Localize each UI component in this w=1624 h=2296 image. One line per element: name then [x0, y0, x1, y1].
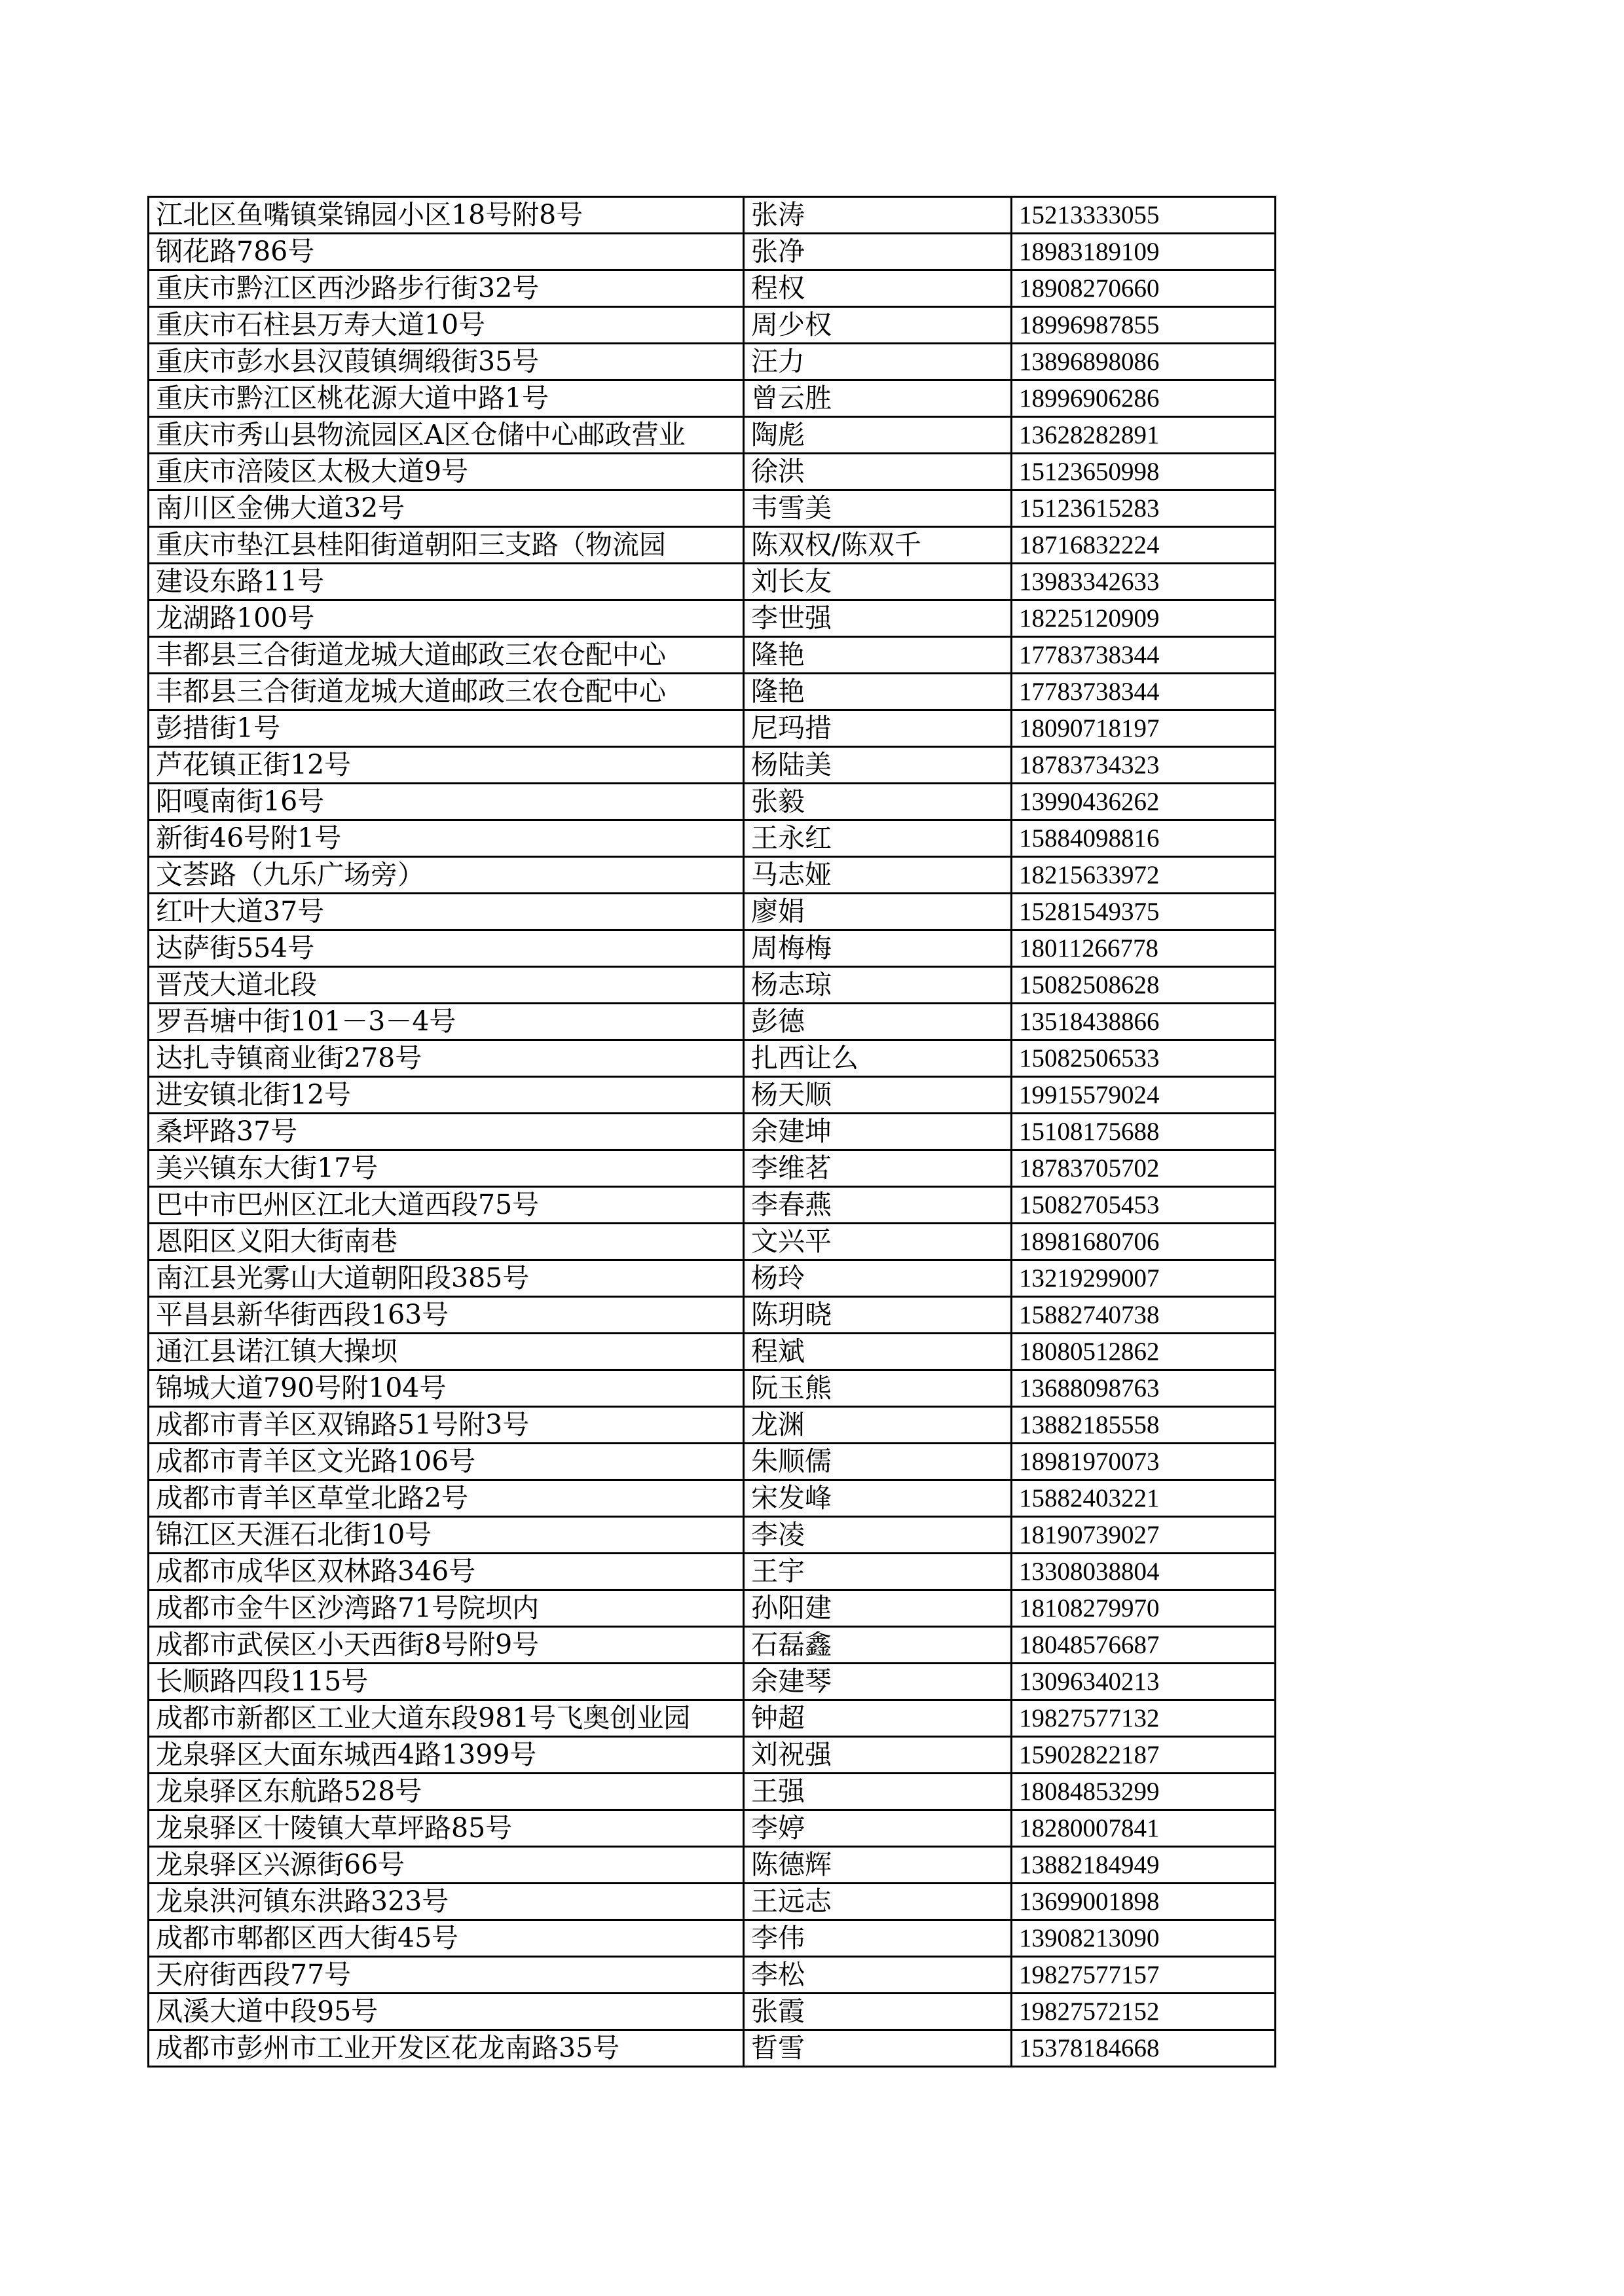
name-cell: 陈双权/陈双千 [744, 527, 1012, 564]
phone-cell: 13983342633 [1012, 564, 1276, 600]
address-cell: 红叶大道37号 [149, 894, 744, 930]
table-row [149, 1444, 1276, 1480]
phone-cell: 18981970073 [1012, 1444, 1276, 1480]
address-cell: 巴中市巴州区江北大道西段75号 [149, 1187, 744, 1224]
name-cell: 李伟 [744, 1920, 1012, 1957]
name-cell: 余建坤 [744, 1114, 1012, 1150]
phone-cell: 18084853299 [1012, 1774, 1276, 1810]
phone-cell: 13219299007 [1012, 1260, 1276, 1297]
table-row [149, 454, 1276, 490]
table-row [149, 1554, 1276, 1590]
table-row [149, 894, 1276, 930]
address-cell: 成都市金牛区沙湾路71号院坝内 [149, 1590, 744, 1627]
phone-cell: 15082508628 [1012, 967, 1276, 1004]
phone-cell: 15108175688 [1012, 1114, 1276, 1150]
address-cell: 彭措街1号 [149, 710, 744, 747]
name-cell: 杨玲 [744, 1260, 1012, 1297]
address-cell: 重庆市石柱县万寿大道10号 [149, 307, 744, 344]
phone-cell: 18908270660 [1012, 270, 1276, 307]
contact-table [147, 196, 1276, 2068]
address-cell: 锦江区天涯石北街10号 [149, 1517, 744, 1554]
name-cell: 朱顺儒 [744, 1444, 1012, 1480]
address-cell: 建设东路11号 [149, 564, 744, 600]
name-cell: 程斌 [744, 1334, 1012, 1370]
address-cell: 进安镇北街12号 [149, 1077, 744, 1114]
name-cell: 张毅 [744, 784, 1012, 820]
name-cell: 韦雪美 [744, 490, 1012, 527]
name-cell: 张霞 [744, 1994, 1012, 2030]
name-cell: 尼玛措 [744, 710, 1012, 747]
address-cell: 美兴镇东大街17号 [149, 1150, 744, 1187]
name-cell: 刘祝强 [744, 1737, 1012, 1774]
address-cell: 南江县光雾山大道朝阳段385号 [149, 1260, 744, 1297]
address-cell: 成都市郫都区西大街45号 [149, 1920, 744, 1957]
address-cell: 恩阳区义阳大街南巷 [149, 1224, 744, 1260]
address-cell: 南川区金佛大道32号 [149, 490, 744, 527]
address-cell: 达扎寺镇商业街278号 [149, 1040, 744, 1077]
address-cell: 罗吾塘中街101－3－4号 [149, 1004, 744, 1040]
table-row [149, 1004, 1276, 1040]
name-cell: 杨陆美 [744, 747, 1012, 784]
name-cell: 扎西让么 [744, 1040, 1012, 1077]
name-cell: 王宇 [744, 1554, 1012, 1590]
address-cell: 重庆市彭水县汉葭镇绸缎街35号 [149, 344, 744, 380]
phone-cell: 17783738344 [1012, 674, 1276, 710]
phone-cell: 15378184668 [1012, 2030, 1276, 2067]
phone-cell: 18716832224 [1012, 527, 1276, 564]
table-row [149, 967, 1276, 1004]
name-cell: 隆艳 [744, 637, 1012, 674]
address-cell: 重庆市秀山县物流园区A区仓储中心邮政营业 [149, 417, 744, 454]
name-cell: 马志娅 [744, 857, 1012, 894]
phone-cell: 13688098763 [1012, 1370, 1276, 1407]
table-row [149, 1334, 1276, 1370]
phone-cell: 13882185558 [1012, 1407, 1276, 1444]
name-cell: 杨天顺 [744, 1077, 1012, 1114]
phone-cell: 15123650998 [1012, 454, 1276, 490]
table-row [149, 637, 1276, 674]
address-cell: 晋茂大道北段 [149, 967, 744, 1004]
table-row [149, 1590, 1276, 1627]
phone-cell: 18011266778 [1012, 930, 1276, 967]
table-row [149, 564, 1276, 600]
address-cell: 芦花镇正街12号 [149, 747, 744, 784]
address-cell: 凤溪大道中段95号 [149, 1994, 744, 2030]
table-row [149, 1994, 1276, 2030]
name-cell: 周少权 [744, 307, 1012, 344]
name-cell: 文兴平 [744, 1224, 1012, 1260]
address-cell: 重庆市黔江区西沙路步行街32号 [149, 270, 744, 307]
address-cell: 桑坪路37号 [149, 1114, 744, 1150]
phone-cell: 13628282891 [1012, 417, 1276, 454]
name-cell: 陶彪 [744, 417, 1012, 454]
address-cell: 龙泉驿区东航路528号 [149, 1774, 744, 1810]
name-cell: 刘长友 [744, 564, 1012, 600]
address-cell: 重庆市黔江区桃花源大道中路1号 [149, 380, 744, 417]
name-cell: 张净 [744, 234, 1012, 270]
name-cell: 程权 [744, 270, 1012, 307]
address-cell: 锦城大道790号附104号 [149, 1370, 744, 1407]
address-cell: 江北区鱼嘴镇棠锦园小区18号附8号 [149, 197, 744, 234]
table-row [149, 1884, 1276, 1920]
name-cell: 龙渊 [744, 1407, 1012, 1444]
table-row [149, 417, 1276, 454]
name-cell: 彭德 [744, 1004, 1012, 1040]
phone-cell: 13882184949 [1012, 1847, 1276, 1884]
name-cell: 徐洪 [744, 454, 1012, 490]
address-cell: 丰都县三合街道龙城大道邮政三农仓配中心 [149, 674, 744, 710]
phone-cell: 18996906286 [1012, 380, 1276, 417]
table-row [149, 1150, 1276, 1187]
phone-cell: 13699001898 [1012, 1884, 1276, 1920]
table-row [149, 1224, 1276, 1260]
name-cell: 宋发峰 [744, 1480, 1012, 1517]
table-row [149, 1627, 1276, 1664]
address-cell: 重庆市涪陵区太极大道9号 [149, 454, 744, 490]
address-cell: 龙泉驿区大面东城西4路1399号 [149, 1737, 744, 1774]
name-cell: 隆艳 [744, 674, 1012, 710]
name-cell: 孙阳建 [744, 1590, 1012, 1627]
address-cell: 钢花路786号 [149, 234, 744, 270]
name-cell: 晢雪 [744, 2030, 1012, 2067]
table-row [149, 1187, 1276, 1224]
address-cell: 成都市青羊区文光路106号 [149, 1444, 744, 1480]
name-cell: 李凌 [744, 1517, 1012, 1554]
phone-cell: 15213333055 [1012, 197, 1276, 234]
table-row [149, 380, 1276, 417]
name-cell: 王强 [744, 1774, 1012, 1810]
phone-cell: 18108279970 [1012, 1590, 1276, 1627]
phone-cell: 13896898086 [1012, 344, 1276, 380]
name-cell: 钟超 [744, 1700, 1012, 1737]
phone-cell: 13518438866 [1012, 1004, 1276, 1040]
table-row [149, 820, 1276, 857]
table-row [149, 1370, 1276, 1407]
name-cell: 石磊鑫 [744, 1627, 1012, 1664]
contact-table-body [149, 197, 1276, 2067]
address-cell: 天府街西段77号 [149, 1957, 744, 1994]
address-cell: 成都市彭州市工业开发区花龙南路35号 [149, 2030, 744, 2067]
phone-cell: 18783705702 [1012, 1150, 1276, 1187]
table-row [149, 1957, 1276, 1994]
table-row [149, 270, 1276, 307]
address-cell: 龙泉驿区十陵镇大草坪路85号 [149, 1810, 744, 1847]
phone-cell: 15902822187 [1012, 1737, 1276, 1774]
table-row [149, 2030, 1276, 2067]
address-cell: 达萨街554号 [149, 930, 744, 967]
phone-cell: 15281549375 [1012, 894, 1276, 930]
address-cell: 龙泉洪河镇东洪路323号 [149, 1884, 744, 1920]
name-cell: 杨志琼 [744, 967, 1012, 1004]
table-row [149, 1920, 1276, 1957]
phone-cell: 17783738344 [1012, 637, 1276, 674]
table-row [149, 1407, 1276, 1444]
table-row [149, 1077, 1276, 1114]
table-row [149, 1847, 1276, 1884]
name-cell: 李松 [744, 1957, 1012, 1994]
address-cell: 长顺路四段115号 [149, 1664, 744, 1700]
address-cell: 平昌县新华街西段163号 [149, 1297, 744, 1334]
table-row [149, 784, 1276, 820]
phone-cell: 18983189109 [1012, 234, 1276, 270]
table-row [149, 490, 1276, 527]
table-row [149, 527, 1276, 564]
phone-cell: 19915579024 [1012, 1077, 1276, 1114]
phone-cell: 18783734323 [1012, 747, 1276, 784]
address-cell: 龙泉驿区兴源街66号 [149, 1847, 744, 1884]
name-cell: 李世强 [744, 600, 1012, 637]
phone-cell: 18090718197 [1012, 710, 1276, 747]
name-cell: 汪力 [744, 344, 1012, 380]
name-cell: 陈玥晓 [744, 1297, 1012, 1334]
table-row [149, 1517, 1276, 1554]
table-row [149, 710, 1276, 747]
phone-cell: 18981680706 [1012, 1224, 1276, 1260]
address-cell: 阳嘎南街16号 [149, 784, 744, 820]
table-row [149, 1297, 1276, 1334]
phone-cell: 15882403221 [1012, 1480, 1276, 1517]
phone-cell: 15884098816 [1012, 820, 1276, 857]
table-row [149, 747, 1276, 784]
table-row [149, 344, 1276, 380]
name-cell: 王远志 [744, 1884, 1012, 1920]
name-cell: 李婷 [744, 1810, 1012, 1847]
name-cell: 李春燕 [744, 1187, 1012, 1224]
address-cell: 文荟路（九乐广场旁） [149, 857, 744, 894]
address-cell: 通江县诺江镇大操坝 [149, 1334, 744, 1370]
phone-cell: 19827572152 [1012, 1994, 1276, 2030]
phone-cell: 15123615283 [1012, 490, 1276, 527]
address-cell: 重庆市垫江县桂阳街道朝阳三支路（物流园 [149, 527, 744, 564]
table-row [149, 1480, 1276, 1517]
address-cell: 成都市青羊区草堂北路2号 [149, 1480, 744, 1517]
name-cell: 李维茗 [744, 1150, 1012, 1187]
table-row [149, 674, 1276, 710]
phone-cell: 13308038804 [1012, 1554, 1276, 1590]
address-cell: 成都市新都区工业大道东段981号飞奥创业园 [149, 1700, 744, 1737]
table-row [149, 1114, 1276, 1150]
table-row [149, 197, 1276, 234]
table-row [149, 234, 1276, 270]
table-row [149, 600, 1276, 637]
name-cell: 周梅梅 [744, 930, 1012, 967]
name-cell: 张涛 [744, 197, 1012, 234]
phone-cell: 18225120909 [1012, 600, 1276, 637]
name-cell: 阮玉熊 [744, 1370, 1012, 1407]
phone-cell: 15082705453 [1012, 1187, 1276, 1224]
phone-cell: 18215633972 [1012, 857, 1276, 894]
name-cell: 王永红 [744, 820, 1012, 857]
phone-cell: 18280007841 [1012, 1810, 1276, 1847]
table-row [149, 1664, 1276, 1700]
address-cell: 成都市青羊区双锦路51号附3号 [149, 1407, 744, 1444]
phone-cell: 13908213090 [1012, 1920, 1276, 1957]
phone-cell: 15082506533 [1012, 1040, 1276, 1077]
table-row [149, 1737, 1276, 1774]
phone-cell: 18080512862 [1012, 1334, 1276, 1370]
table-row [149, 1810, 1276, 1847]
address-cell: 成都市成华区双林路346号 [149, 1554, 744, 1590]
phone-cell: 18996987855 [1012, 307, 1276, 344]
name-cell: 陈德辉 [744, 1847, 1012, 1884]
address-cell: 龙湖路100号 [149, 600, 744, 637]
table-row [149, 1040, 1276, 1077]
address-cell: 丰都县三合街道龙城大道邮政三农仓配中心 [149, 637, 744, 674]
address-cell: 新街46号附1号 [149, 820, 744, 857]
table-row [149, 307, 1276, 344]
table-row [149, 1260, 1276, 1297]
phone-cell: 19827577157 [1012, 1957, 1276, 1994]
phone-cell: 15882740738 [1012, 1297, 1276, 1334]
phone-cell: 13990436262 [1012, 784, 1276, 820]
table-row [149, 1700, 1276, 1737]
address-cell: 成都市武侯区小天西街8号附9号 [149, 1627, 744, 1664]
name-cell: 曾云胜 [744, 380, 1012, 417]
phone-cell: 18048576687 [1012, 1627, 1276, 1664]
table-row [149, 857, 1276, 894]
phone-cell: 19827577132 [1012, 1700, 1276, 1737]
name-cell: 廖娟 [744, 894, 1012, 930]
table-row [149, 1774, 1276, 1810]
phone-cell: 18190739027 [1012, 1517, 1276, 1554]
name-cell: 余建琴 [744, 1664, 1012, 1700]
phone-cell: 13096340213 [1012, 1664, 1276, 1700]
table-row [149, 930, 1276, 967]
